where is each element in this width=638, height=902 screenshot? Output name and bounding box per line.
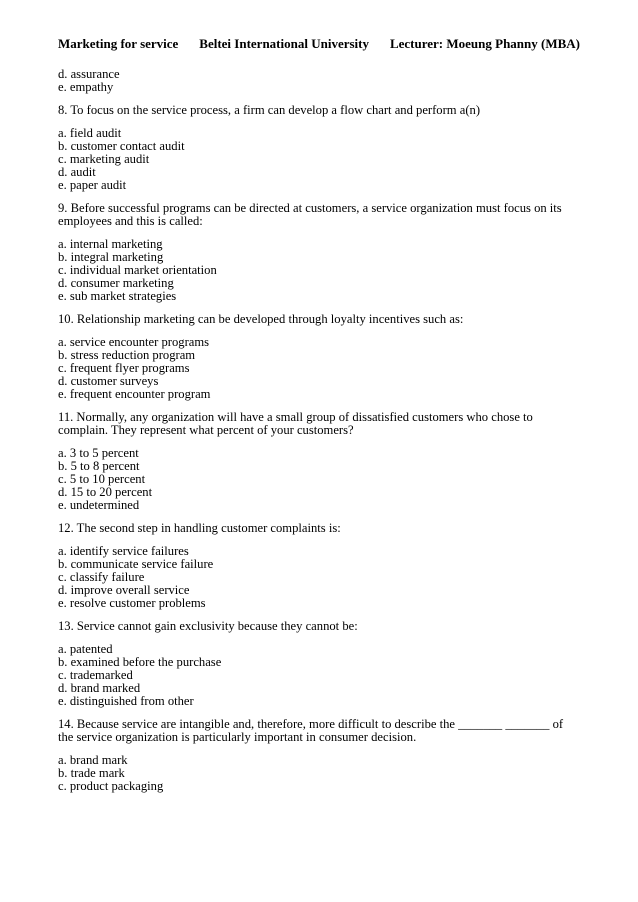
lecturer-name: Lecturer: Moeung Phanny (MBA) (389, 36, 580, 51)
carryover-options (58, 68, 580, 94)
option-item: b. examined before the purchase (58, 655, 222, 669)
question-text: 11. Normally, any organization will have a small group of dissatisfied customers who chose to complain. They represent what percent of your customers? (58, 410, 533, 437)
option-item: d. audit (58, 165, 96, 179)
option-item: c. individual market orientation (58, 263, 217, 277)
option-item: b. trade mark (58, 766, 125, 780)
option-item: a. internal marketing (58, 237, 163, 251)
option-item: a. patented (58, 642, 113, 656)
question-text: 9. Before successful programs can be directed at customers, a service organization must focus on its employees and this is called: (58, 201, 562, 228)
document-page (58, 36, 580, 793)
question-9 (58, 202, 580, 303)
option-item: d. 15 to 20 percent (58, 485, 153, 499)
option-item: e. sub market strategies (58, 289, 177, 303)
university-name: Beltei International University (199, 36, 369, 51)
course-title: Marketing for service (58, 36, 179, 51)
option-item: d. brand marked (58, 681, 141, 695)
option-item: c. frequent flyer programs (58, 361, 190, 375)
question-text: 12. The second step in handling customer complaints is: (58, 521, 341, 535)
question-12 (58, 522, 580, 610)
option-item: c. marketing audit (58, 152, 150, 166)
option-item: b. 5 to 8 percent (58, 459, 140, 473)
option-item: e. resolve customer problems (58, 596, 206, 610)
question-13 (58, 620, 580, 708)
option-item: a. service encounter programs (58, 335, 210, 349)
question-10 (58, 313, 580, 401)
question-11 (58, 411, 580, 512)
question-text: 13. Service cannot gain exclusivity because they cannot be: (58, 619, 358, 633)
page-header (58, 36, 580, 52)
option-item: e. frequent encounter program (58, 387, 211, 401)
option-item: a. brand mark (58, 753, 128, 767)
option-item: d. consumer marketing (58, 276, 174, 290)
option-item: c. trademarked (58, 668, 133, 682)
option-item: a. identify service failures (58, 544, 189, 558)
question-14 (58, 718, 580, 793)
option-item: c. product packaging (58, 779, 164, 793)
option-item: e. empathy (58, 80, 114, 94)
option-item: e. distinguished from other (58, 694, 194, 708)
option-item: d. customer surveys (58, 374, 159, 388)
option-item: b. communicate service failure (58, 557, 214, 571)
question-8 (58, 104, 580, 192)
option-item: b. integral marketing (58, 250, 164, 264)
option-item: e. paper audit (58, 178, 127, 192)
option-item: c. classify failure (58, 570, 145, 584)
option-item: e. undetermined (58, 498, 140, 512)
option-item: a. 3 to 5 percent (58, 446, 139, 460)
option-item: d. improve overall service (58, 583, 190, 597)
option-item: c. 5 to 10 percent (58, 472, 146, 486)
question-text: 8. To focus on the service process, a firm can develop a flow chart and perform a(n) (58, 103, 481, 117)
option-item: d. assurance (58, 67, 120, 81)
option-item: b. customer contact audit (58, 139, 185, 153)
option-item: b. stress reduction program (58, 348, 196, 362)
question-text: 10. Relationship marketing can be developed through loyalty incentives such as: (58, 312, 464, 326)
option-item: a. field audit (58, 126, 122, 140)
question-text: 14. Because service are intangible and, therefore, more difficult to describe the _______ _______ of the service organization is particularly important in consumer decision. (58, 717, 564, 744)
